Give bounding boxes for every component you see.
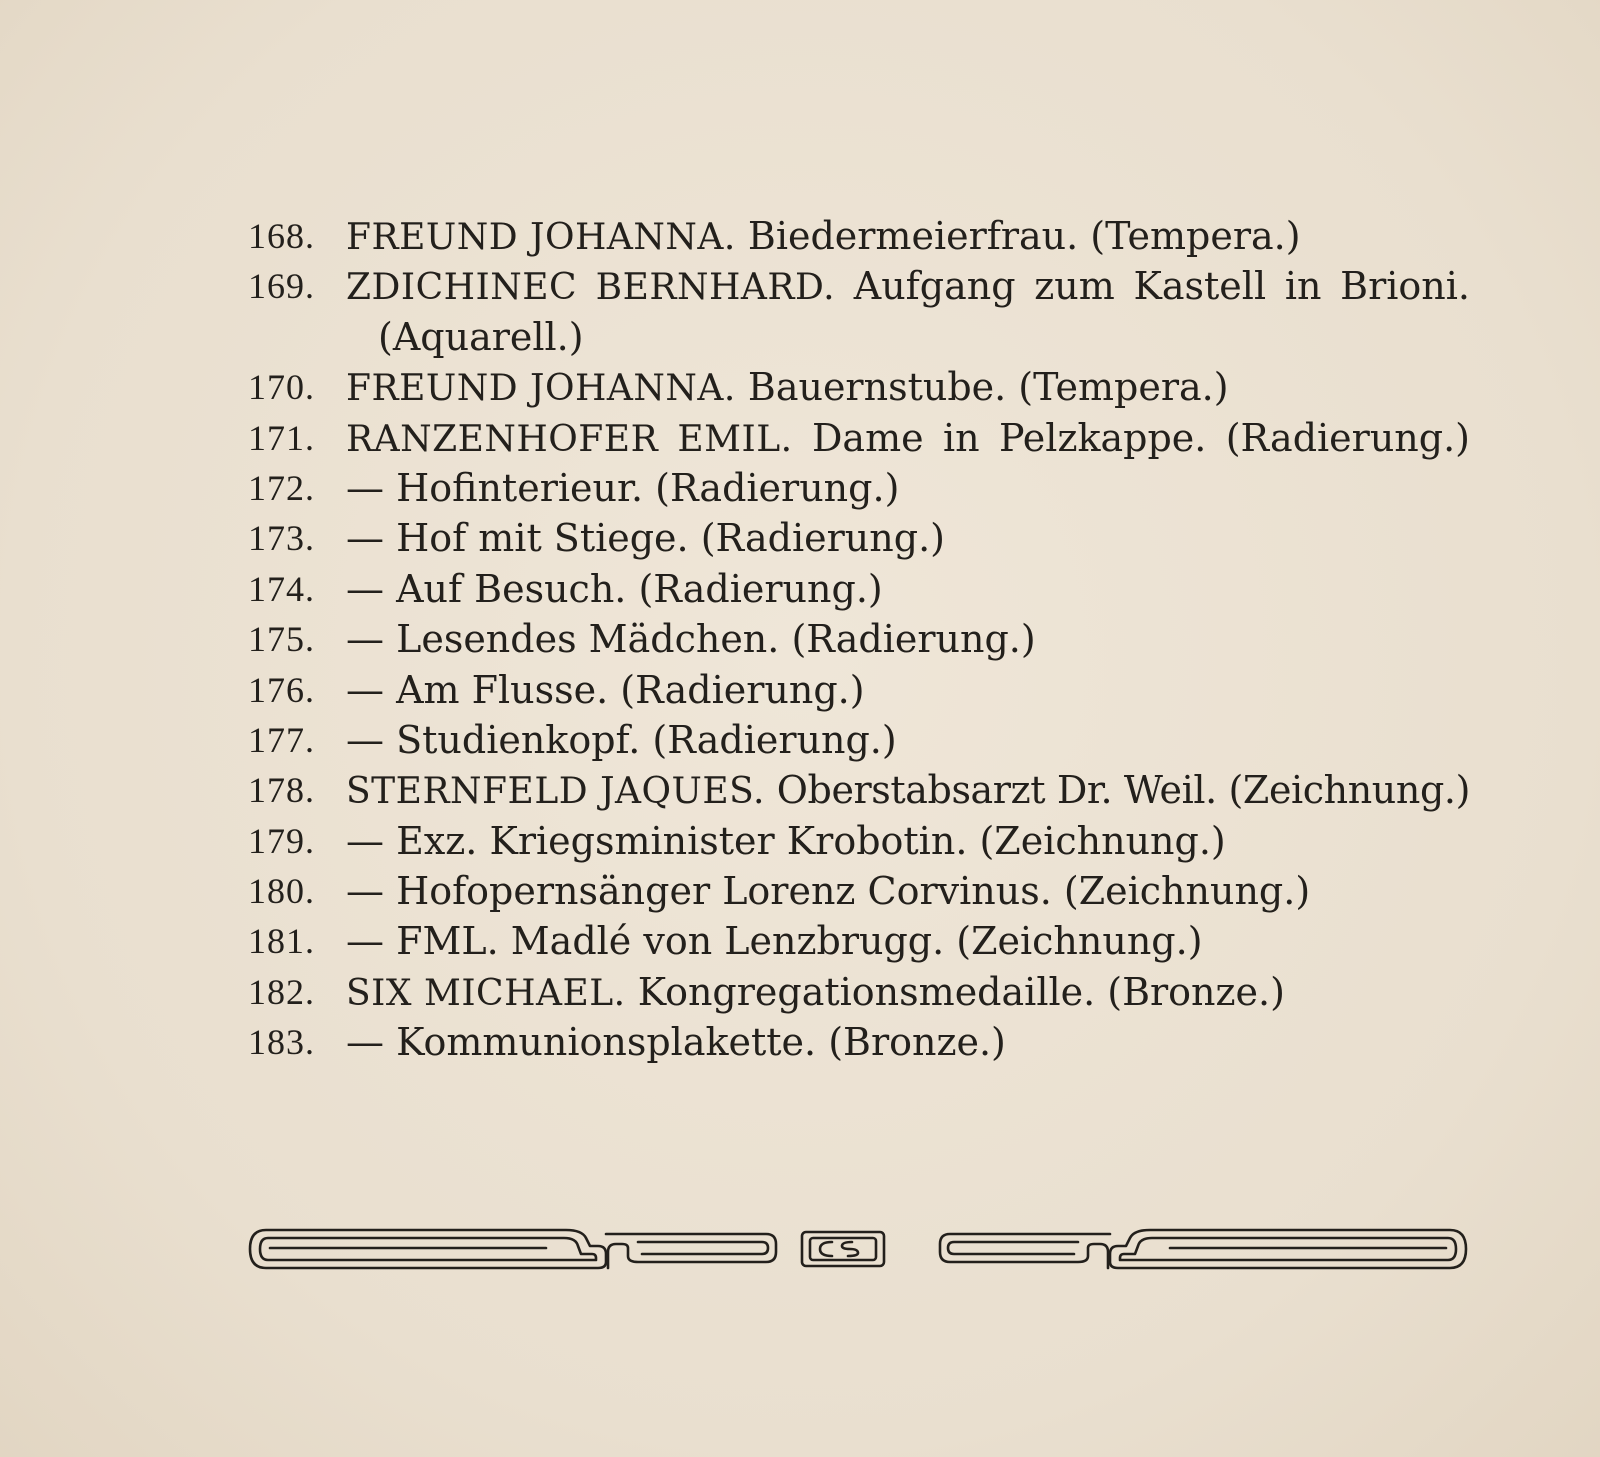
catalogue-entry: [248, 916, 1470, 966]
work-title: Studienkopf. (Radierung.): [396, 717, 897, 762]
entry-number: 170.: [248, 367, 315, 408]
catalogue-entry: [248, 967, 1470, 1017]
entry-number: 180.: [248, 871, 315, 912]
catalogue-entry: [248, 1017, 1470, 1067]
decorative-border-ornament: [246, 1218, 1470, 1278]
catalogue-entry: [248, 513, 1470, 563]
ornament-right-band: [1110, 1230, 1466, 1268]
catalogue-entry: [248, 564, 1470, 614]
entry-number: 173.: [248, 518, 315, 559]
entry-number: 179.: [248, 820, 315, 861]
catalogue-entry: [248, 211, 1470, 261]
catalogue-entry: [248, 816, 1470, 866]
work-title: Hofinterieur. (Radierung.): [396, 465, 900, 510]
entry-number: 171.: [248, 417, 315, 458]
work-title: Dame in Pelzkappe. (Radierung.): [811, 415, 1470, 460]
ornament-center-cartouche: [802, 1232, 884, 1266]
entry-number: 183.: [248, 1022, 315, 1063]
catalogue-entry: [248, 614, 1470, 664]
work-title: Am Flusse. (Radierung.): [396, 667, 865, 712]
work-title: FML. Madlé von Lenzbrugg. (Zeichnung.): [396, 919, 1203, 964]
entry-number: 178.: [248, 770, 315, 811]
artist-name: RANZENHOFER EMIL.: [346, 418, 793, 460]
work-title: Kongregationsmedaille. (Bronze.): [637, 969, 1285, 1014]
catalogue-entry: [248, 362, 1470, 412]
entry-number: 181.: [248, 921, 315, 962]
ditto-dash: —: [346, 869, 384, 914]
ditto-dash: —: [346, 919, 384, 964]
ditto-dash: —: [346, 1020, 384, 1065]
work-title: Lesendes Mädchen. (Radierung.): [396, 617, 1036, 662]
work-medium-continuation: (Aquarell.): [378, 314, 584, 359]
work-title: Hofopernsänger Lorenz Corvinus. (Zeichnung.): [396, 869, 1311, 914]
work-title: Auf Besuch. (Radierung.): [396, 566, 883, 611]
entry-number: 182.: [248, 971, 315, 1012]
artist-name: SIX MICHAEL.: [346, 972, 626, 1014]
artist-name: STERNFELD JAQUES.: [346, 771, 765, 813]
catalogue-entry: [248, 715, 1470, 765]
ditto-dash: —: [346, 717, 384, 762]
catalogue-entry: [248, 261, 1470, 362]
catalogue-entry: [248, 765, 1470, 815]
artist-name: FREUND JOHANNA.: [346, 368, 736, 410]
entry-number: 177.: [248, 719, 315, 760]
ditto-dash: —: [346, 818, 384, 863]
entry-number: 172.: [248, 467, 315, 508]
ditto-dash: —: [346, 667, 384, 712]
catalogue-list: [248, 211, 1470, 1068]
entry-number: 174.: [248, 568, 315, 609]
artist-name: FREUND JOHANNA.: [346, 217, 736, 258]
ornament-left-inner-band: [606, 1234, 776, 1268]
work-title: Hof mit Stiege. (Radierung.): [396, 516, 945, 561]
artist-name: ZDICHINEC BERNHARD.: [346, 267, 836, 309]
ditto-dash: —: [346, 516, 384, 561]
ornament-left-band: [250, 1230, 606, 1268]
ditto-dash: —: [346, 617, 384, 662]
ornament-right-inner-band: [940, 1234, 1110, 1268]
catalogue-entry: [248, 463, 1470, 513]
entry-number: 176.: [248, 669, 315, 710]
entry-number: 169.: [248, 266, 315, 307]
work-title: Bauernstube. (Tempera.): [747, 365, 1229, 410]
work-title: Biedermeierfrau. (Tempera.): [747, 214, 1301, 258]
work-title: Exz. Kriegsminister Krobotin. (Zeichnung.): [396, 818, 1226, 863]
work-title: Oberstabsarzt Dr. Weil. (Zeichnung.): [776, 768, 1470, 813]
work-title: Aufgang zum Kastell in Brioni.: [853, 264, 1470, 309]
catalogue-entry: [248, 665, 1470, 715]
catalogue-entry: [248, 413, 1470, 463]
entry-number: 168.: [248, 216, 315, 256]
entry-number: 175.: [248, 619, 315, 660]
ditto-dash: —: [346, 566, 384, 611]
ditto-dash: —: [346, 465, 384, 510]
work-title: Kommunionsplakette. (Bronze.): [396, 1020, 1006, 1065]
catalogue-entry: [248, 866, 1470, 916]
